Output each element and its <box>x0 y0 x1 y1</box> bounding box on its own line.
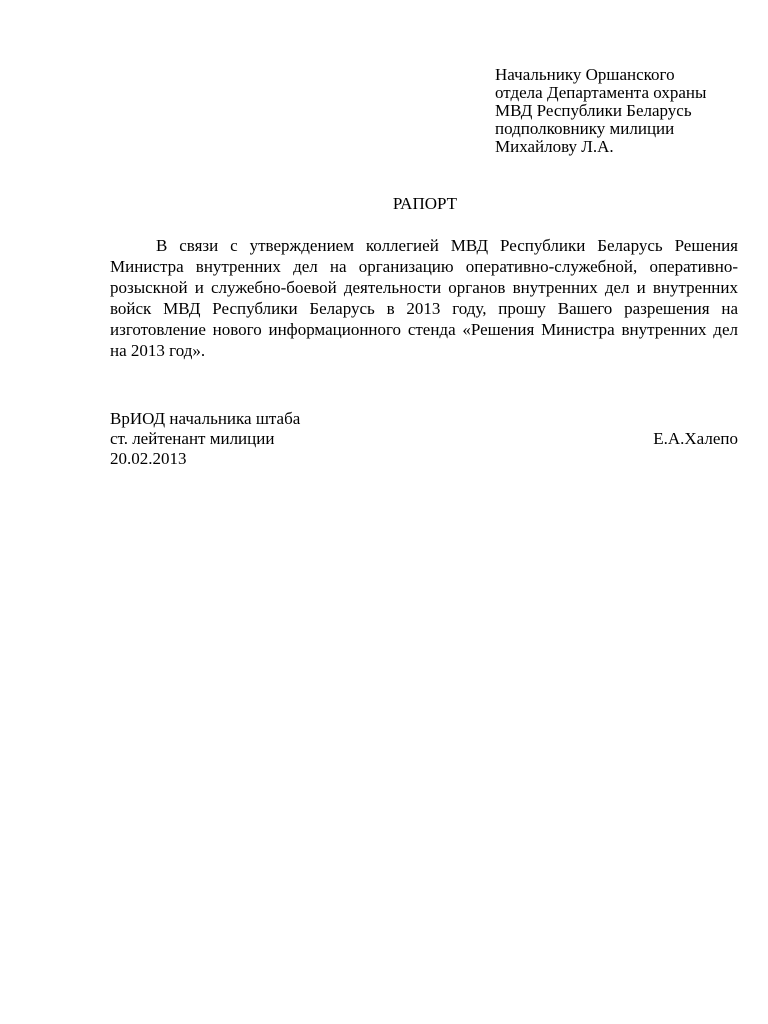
addressee-line: МВД Республики Беларусь <box>495 101 692 120</box>
signature-position-row <box>110 409 738 429</box>
signature-date-row <box>110 449 738 469</box>
report-body-text: В связи с утверждением коллегией МВД Республики Беларусь Решения Министра внутренних дел на организацию оперативно-служебной, оперативно-розыскной и служебно-боевой деятельности органов внутренних дел и внутренних войск МВД Республики Беларусь в 2013 году, прошу Вашего разрешения на изготовление нового информационного стенда «Решения Министра внутренних дел на 2013 год». <box>110 236 738 360</box>
signature-block <box>110 409 738 469</box>
signer-name: Е.А.Халепо <box>653 429 738 448</box>
signer-rank: ст. лейтенант милиции <box>110 429 275 448</box>
document-date: 20.02.2013 <box>110 449 187 468</box>
addressee-block <box>495 66 755 156</box>
addressee-line: Начальнику Оршанского <box>495 65 675 84</box>
addressee-line: Михайлову Л.А. <box>495 137 614 156</box>
addressee-line: подполковнику милиции <box>495 119 675 138</box>
signature-rank-row <box>110 429 738 449</box>
addressee-line: отдела Департамента охраны <box>495 83 707 102</box>
document-title: РАПОРТ <box>392 194 458 213</box>
signer-position: ВрИОД начальника штаба <box>110 409 301 428</box>
